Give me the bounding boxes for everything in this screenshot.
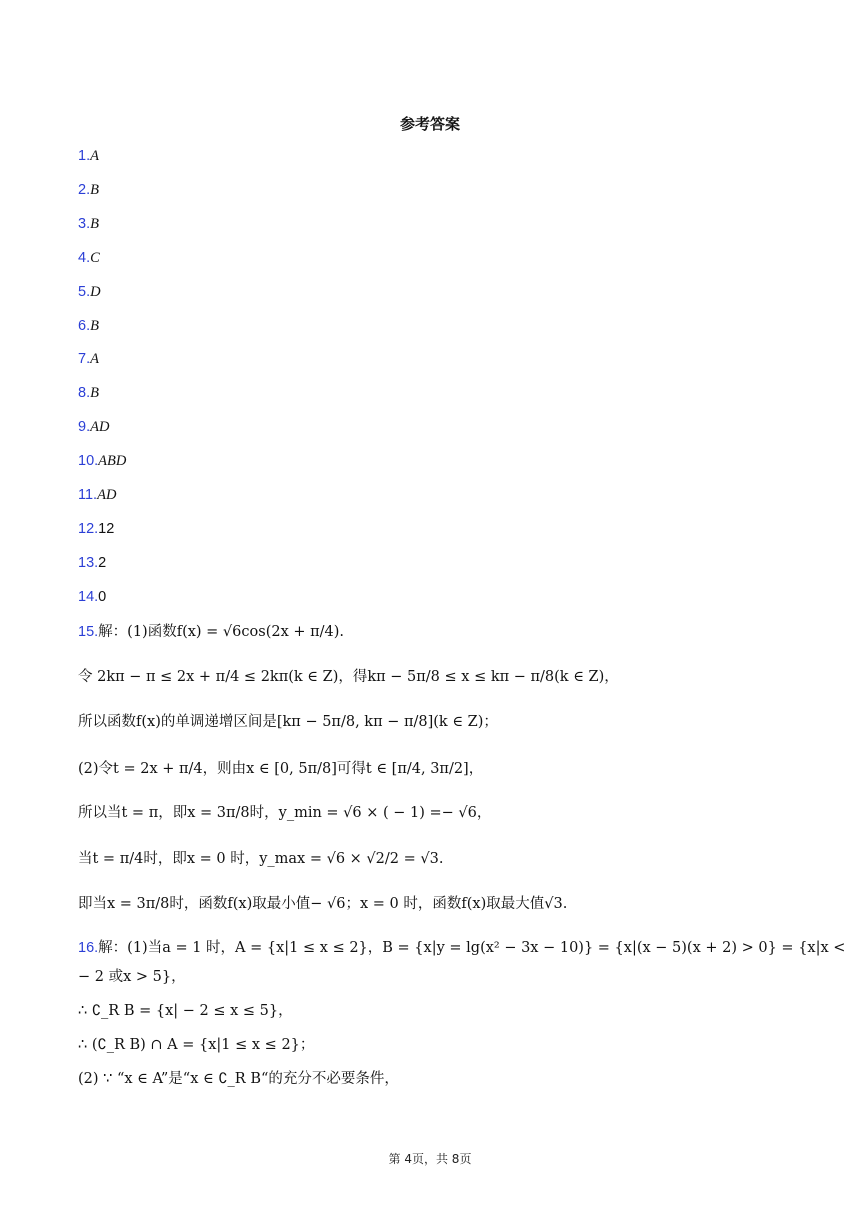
answer-number: 8. bbox=[78, 385, 91, 401]
answer-value: 0 bbox=[98, 589, 107, 605]
answer-value: A bbox=[90, 148, 99, 164]
answer-number: 6. bbox=[78, 318, 91, 334]
answer-value: B bbox=[90, 182, 99, 198]
answer-item bbox=[78, 519, 114, 539]
page-title: 参考答案 bbox=[399, 115, 460, 133]
answer-value: 2 bbox=[98, 555, 107, 571]
answer-number: 3. bbox=[78, 216, 91, 232]
q16-line-4: ∴ (∁_R B) ∩ A = {x|1 ≤ x ≤ 2}； bbox=[78, 1037, 315, 1053]
answer-item bbox=[78, 587, 106, 607]
answer-value: AD bbox=[90, 419, 110, 435]
q15-number: 15. bbox=[78, 624, 99, 640]
answer-number: 9. bbox=[78, 419, 91, 435]
answer-value: D bbox=[90, 284, 101, 300]
answer-number: 11. bbox=[78, 487, 98, 503]
q15-line-6: 当t = π/4时，即x = 0 时，y_max = √6 × √2/2 = √3. bbox=[78, 851, 444, 867]
answer-item bbox=[78, 282, 101, 302]
answer-number: 1. bbox=[78, 148, 91, 164]
answer-item bbox=[78, 146, 99, 166]
q15-line-5: 所以当t = π，即x = 3π/8时，y_min = √6 × ( − 1) =− √6， bbox=[78, 805, 492, 821]
q15-line-2: 令 2kπ − π ≤ 2x + π/4 ≤ 2kπ(k ∈ Z)，得kπ − 5π/8 ≤ x ≤ kπ − π/8(k ∈ Z)， bbox=[78, 669, 619, 685]
page-footer: 第 4页，共 8页 bbox=[388, 1152, 472, 1166]
answer-number: 10. bbox=[78, 453, 99, 469]
answer-value: AD bbox=[97, 487, 117, 503]
answer-number: 13. bbox=[78, 555, 99, 571]
answer-value: 12 bbox=[98, 521, 115, 537]
answer-value: ABD bbox=[98, 453, 127, 469]
q16-line-1: 16.解：(1)当a = 1 时，A = {x|1 ≤ x ≤ 2}，B = {x|y = lg(x² − 3x − 10)} = {x|(x − 5)(x + 2) > 0} = {x|x < bbox=[78, 940, 846, 956]
q16-line-3: ∴ ∁_R B = {x| − 2 ≤ x ≤ 5}， bbox=[78, 1003, 293, 1019]
q16-line-5: (2) ∵ “x ∈ A”是“x ∈ ∁_R B“的充分不必要条件， bbox=[78, 1071, 399, 1087]
answer-item bbox=[78, 180, 99, 200]
answer-number: 7. bbox=[78, 351, 91, 367]
answer-item bbox=[78, 417, 109, 437]
answer-number: 5. bbox=[78, 284, 91, 300]
q15-line-1: 15.解：(1)函数f(x) = √6cos(2x + π/4). bbox=[78, 624, 345, 640]
answer-item bbox=[78, 451, 126, 471]
answer-item bbox=[78, 214, 99, 234]
answer-item bbox=[78, 316, 99, 336]
q15-line-7: 即当x = 3π/8时，函数f(x)取最小值− √6；x = 0 时，函数f(x)取最大值√3. bbox=[78, 896, 568, 912]
answer-value: B bbox=[90, 318, 99, 334]
answer-number: 14. bbox=[78, 589, 99, 605]
answer-number: 4. bbox=[78, 250, 91, 266]
answer-item bbox=[78, 383, 99, 403]
q15-line-3: 所以函数f(x)的单调递增区间是[kπ − 5π/8, kπ − π/8](k ∈ Z)； bbox=[78, 714, 498, 730]
answer-number: 12. bbox=[78, 521, 99, 537]
answer-item bbox=[78, 553, 106, 573]
answer-item bbox=[78, 485, 116, 505]
q15-line-4: (2)令t = 2x + π/4，则由x ∈ [0, 5π/8]可得t ∈ [π/4, 3π/2]， bbox=[78, 761, 484, 777]
answer-value: A bbox=[90, 351, 99, 367]
answer-item bbox=[78, 349, 99, 369]
answer-number: 2. bbox=[78, 182, 91, 198]
answer-value: C bbox=[90, 250, 100, 266]
answer-value: B bbox=[90, 385, 99, 401]
answer-value: B bbox=[90, 216, 99, 232]
q16-number: 16. bbox=[78, 940, 99, 956]
q16-line-2: − 2 或x > 5}， bbox=[78, 969, 186, 985]
answer-item bbox=[78, 248, 100, 268]
